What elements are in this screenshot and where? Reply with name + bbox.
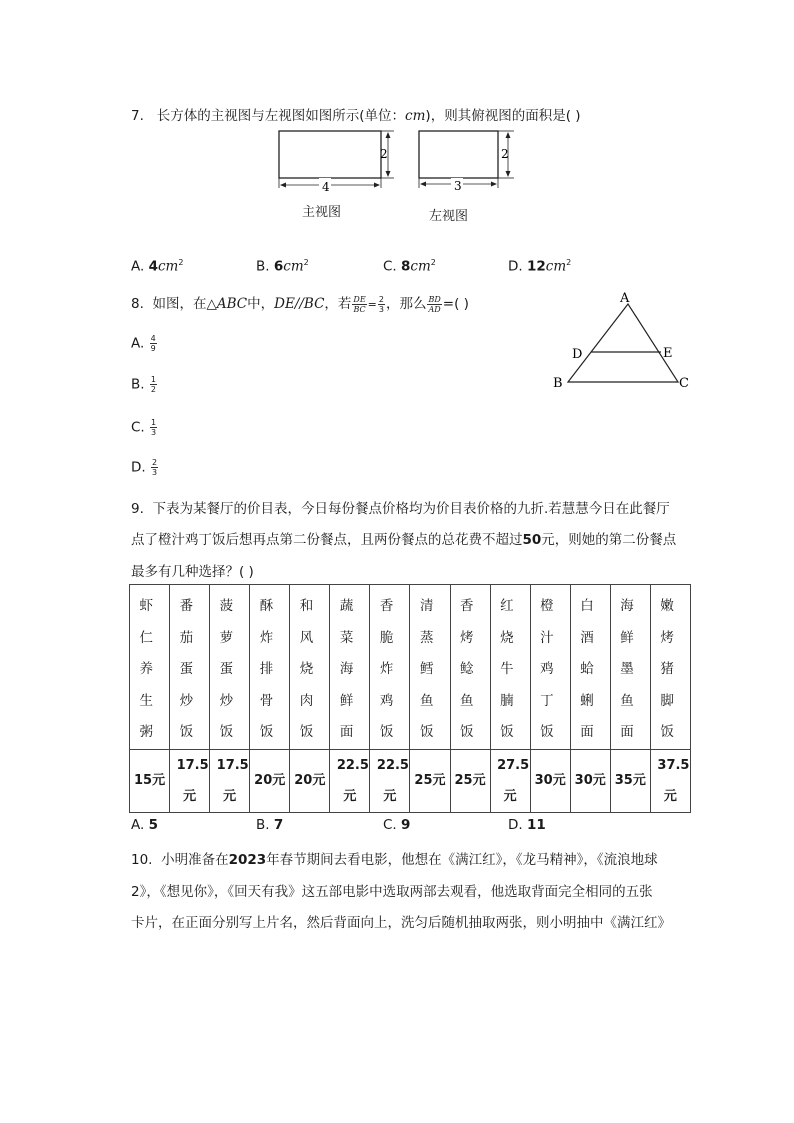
q9-number: 9. — [131, 501, 144, 517]
q7-option-b[interactable]: B. $6cm^2$ — [256, 258, 309, 275]
q10-stem-line-2: 2》，《想见你》，《回天有我》这五部电影中选取两部去观看，他选取背面完全相同的五张 — [131, 884, 653, 900]
price-table — [129, 584, 691, 813]
vertex-a-label: A — [620, 291, 630, 306]
price-table-price-row — [130, 749, 691, 812]
dish-price-cell: 25元 — [450, 749, 490, 812]
q10-stem-line-1: 10. 小明准备在2023年春节期间去看电影，他想在《满江红》，《龙马精神》，《流浪地球 — [131, 852, 658, 868]
q7-option-a[interactable]: A. $4cm^2$ — [131, 258, 184, 275]
vertex-c-label: C — [679, 376, 689, 391]
dish-name-cell: 白酒蛤蜊面 — [570, 585, 610, 750]
q7-option-d[interactable]: D. $12cm^2$ — [508, 258, 572, 275]
q9-stem-line-1: 9. 下表为某餐厅的价目表，今日每份餐点价格均为价目表价格的九折.若慧慧今日在此餐厅 — [131, 501, 670, 517]
dish-name-cell: 红烧牛腩饭 — [490, 585, 530, 750]
q10-stem-line-3: 卡片，在正面分别写上片名，然后背面向上，洗匀后随机抽取两张，则小明抽中《满江红》 — [131, 915, 671, 931]
q8-option-d[interactable]: D. $\frac{2}{3}$ — [131, 458, 158, 477]
dish-name-cell: 虾仁养生粥 — [130, 585, 170, 750]
dish-name-cell: 蔬菜海鲜面 — [330, 585, 370, 750]
dish-name-cell: 香脆炸鸡饭 — [370, 585, 410, 750]
side-height-label: 2 — [501, 147, 509, 161]
dish-name-cell: 番茄蛋炒饭 — [170, 585, 210, 750]
side-view-diagram — [419, 131, 514, 193]
q9-option-d[interactable]: D. 11 — [508, 817, 546, 833]
q8-stem: 8. 如图，在△ABC中，DE//BC，若 $\frac{DE}{BC}$ = $\frac{2}{3}$ ，那么 $\frac{BD}{AD}$ =( ) — [131, 294, 469, 314]
q8-option-a[interactable]: A. $\frac{4}{9}$ — [131, 334, 156, 353]
dish-price-cell: 25元 — [410, 749, 450, 812]
dish-price-cell: 22.5元 — [330, 749, 370, 812]
price-table-dish-row — [130, 585, 691, 750]
q9-option-b[interactable]: B. 7 — [256, 817, 284, 833]
dish-price-cell: 30元 — [530, 749, 570, 812]
q7-stem: 7. 长方体的主视图与左视图如图所示(单位：cm)，则其俯视图的面积是( ) — [131, 108, 581, 124]
dish-price-cell: 20元 — [250, 749, 290, 812]
q8-number: 8. — [131, 296, 144, 312]
dish-name-cell: 和风烧肉饭 — [290, 585, 330, 750]
dish-price-cell: 17.5元 — [170, 749, 210, 812]
front-width-label: 4 — [322, 180, 330, 194]
front-view-caption: 主视图 — [302, 205, 342, 220]
dish-name-cell: 菠萝蛋炒饭 — [210, 585, 250, 750]
dish-price-cell: 22.5元 — [370, 749, 410, 812]
q9-stem-line-3: 最多有几种选择？( ) — [131, 564, 254, 580]
q9-option-a[interactable]: A. 5 — [131, 817, 158, 833]
q8-option-b[interactable]: B. $\frac{1}{2}$ — [131, 375, 156, 394]
vertex-b-label: B — [553, 376, 563, 391]
dish-name-cell: 清蒸鳕鱼饭 — [410, 585, 450, 750]
dish-price-cell: 20元 — [290, 749, 330, 812]
front-height-label: 2 — [380, 147, 388, 161]
front-view-diagram — [279, 131, 394, 194]
dish-price-cell: 17.5元 — [210, 749, 250, 812]
q9-stem-line-2: 点了橙汁鸡丁饭后想再点第二份餐点，且两份餐点的总花费不超过50元，则她的第二份餐点 — [131, 532, 677, 548]
dish-name-cell: 橙汁鸡丁饭 — [530, 585, 570, 750]
q10-number: 10. — [131, 852, 153, 868]
q8-option-c[interactable]: C. $\frac{1}{3}$ — [131, 418, 157, 437]
q8-triangle-figure — [548, 288, 698, 396]
dish-price-cell: 35元 — [610, 749, 650, 812]
dish-name-cell: 海鲜墨鱼面 — [610, 585, 650, 750]
dish-price-cell: 27.5元 — [490, 749, 530, 812]
point-d-label: D — [572, 347, 583, 362]
dish-name-cell: 酥炸排骨饭 — [250, 585, 290, 750]
point-e-label: E — [663, 346, 673, 361]
side-width-label: 3 — [454, 179, 462, 193]
dish-price-cell: 30元 — [570, 749, 610, 812]
dish-name-cell: 香烤鲶鱼饭 — [450, 585, 490, 750]
dish-name-cell: 嫩烤猪脚饭 — [650, 585, 690, 750]
q9-option-c[interactable]: C. 9 — [383, 817, 411, 833]
q7-option-c[interactable]: C. $8cm^2$ — [383, 258, 436, 275]
q7-number: 7. — [131, 108, 144, 124]
dish-price-cell: 37.5元 — [650, 749, 690, 812]
dish-price-cell: 15元 — [130, 749, 170, 812]
side-view-caption: 左视图 — [429, 209, 469, 224]
